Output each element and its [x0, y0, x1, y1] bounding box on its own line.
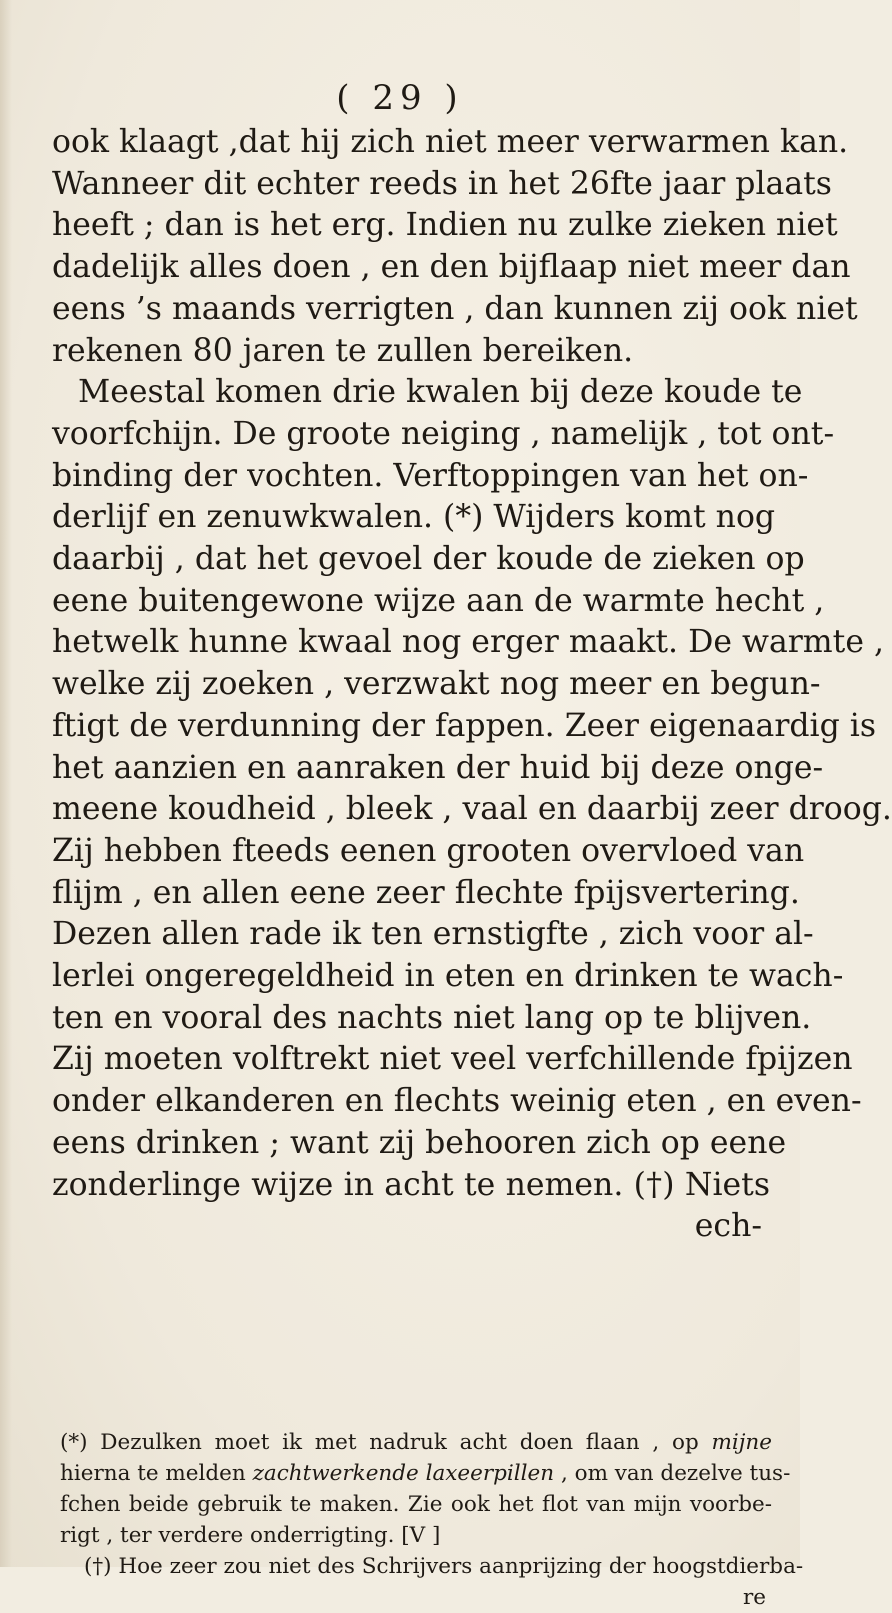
body-line-11: daarbij , dat het gevoel der koude de zieken op [52, 541, 805, 578]
body-line-1: ook klaagt ,dat hij zich niet meer verwarmen kan. [52, 124, 849, 160]
body-line-18: Zij hebben fteeds eenen grooten overvloed van [52, 832, 805, 869]
footnote-1-line-4: rigt , ter verdere onderrigting. [V ] [60, 1523, 441, 1548]
body-line-21: lerlei ongeregeldheid in eten en drinken te wach- [52, 958, 844, 995]
gutter-shadow [0, 0, 12, 1567]
body-line-4: dadelijk alles doen , en den bijflaap niet meer dan [52, 249, 851, 286]
footnotes [60, 1427, 804, 1613]
body-line-10: derlijf en zenuwkwalen. (*) Wijders komt nog [52, 499, 776, 536]
body-line-26: zonderlinge wijze in acht te nemen. (†) Niets [52, 1166, 770, 1203]
footnote-1-line-2-italic: zachtwerkende laxeerpillen [252, 1461, 555, 1486]
body-line-2: Wanneer dit echter reeds in het 26fte jaar plaats [52, 165, 832, 202]
footnote-1-line-1 [60, 1427, 772, 1458]
body-line-22: ten en vooral des nachts niet lang op te blijven. [52, 999, 812, 1036]
body-text [52, 122, 892, 1248]
footnote-1-line-1-text: (*) Dezulken moet ik met nadruk acht doen flaan , op [60, 1430, 699, 1455]
body-line-7: Meestal komen drie kwalen bij deze koude te [78, 374, 803, 411]
footnote-1-line-3: fchen beide gebruik te maken. Zie ook het flot van mijn voorbe- [60, 1492, 772, 1517]
body-line-25: eens drinken ; want zij behooren zich op eene [52, 1124, 787, 1161]
body-line-20: Dezen allen rade ik ten ernstigfte , zich voor al- [52, 916, 814, 953]
footnote-2-line-1: (†) Hoe zeer zou niet des Schrijvers aanprijzing der hoogstdierba- [84, 1554, 804, 1579]
body-line-6: rekenen 80 jaren te zullen bereiken. [52, 332, 634, 369]
body-line-23: Zij moeten volftrekt niet veel verfchillende fpijzen [52, 1041, 853, 1078]
body-line-24: onder elkanderen en flechts weinig eten , en even- [52, 1083, 862, 1120]
body-line-15: ftigt de verdunning der fappen. Zeer eigenaardig is [52, 707, 877, 744]
footnote-1-line-2-after: , om van dezelve tus- [560, 1461, 791, 1486]
body-line-14: welke zij zoeken , verzwakt nog meer en begun- [52, 666, 821, 703]
body-line-16: het aanzien en aanraken der huid bij deze onge- [52, 749, 824, 786]
body-line-12: eene buitengewone wijze aan de warmte hecht , [52, 582, 825, 619]
body-line-5: eens ’s maands verrigten , dan kunnen zij ook niet [52, 290, 858, 327]
body-line-9: binding der vochten. Verftoppingen van het on- [52, 457, 809, 494]
body-line-19: flijm , en allen eene zeer flechte fpijsvertering. [52, 874, 800, 911]
footnote-1-line-2 [60, 1458, 791, 1489]
page-number: ( 29 ) [336, 78, 464, 118]
footnote-2-catchword: re [742, 1585, 766, 1610]
catchword: ech- [694, 1208, 762, 1245]
body-line-3: heeft ; dan is het erg. Indien nu zulke zieken niet [52, 207, 838, 244]
footnote-1-line-1-italic: mijne [711, 1430, 772, 1455]
body-line-17: meene koudheid , bleek , vaal en daarbij zeer droog. [52, 791, 892, 828]
body-line-13: hetwelk hunne kwaal nog erger maakt. De warmte , [52, 624, 884, 661]
footnote-1-line-2-text: hierna te melden [60, 1461, 246, 1486]
body-line-8: voorfchijn. De groote neiging , namelijk , tot ont- [52, 415, 835, 452]
